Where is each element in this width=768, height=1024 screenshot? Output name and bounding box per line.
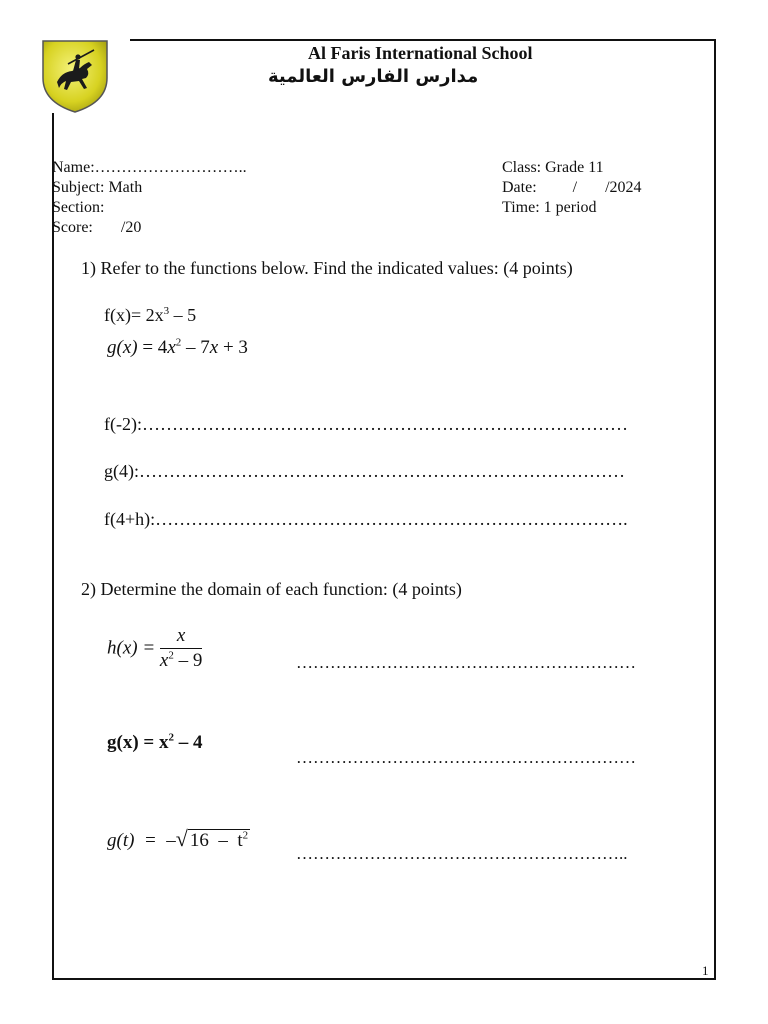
page-number: 1 <box>702 963 709 978</box>
time-field: Time: 1 period <box>502 199 597 216</box>
page-border-right <box>714 39 716 980</box>
page-border-bottom <box>52 978 716 980</box>
h-fraction: $\frac{x}{x^2 - 9}$ <box>159 625 203 671</box>
function-g-square-definition: $g(x) = x^2 - 4$ <box>107 731 203 753</box>
answer-line-f-neg2[interactable]: f(-2):……………………………………………………………………… <box>104 414 628 434</box>
page-border-top <box>130 39 716 41</box>
answer-line-g-4[interactable]: g(4):……………………………………………………………………… <box>104 461 625 481</box>
school-name-english: Al Faris International School <box>308 43 533 63</box>
function-g-definition: $g(x) = 4x^2 - 7x + 3$ <box>107 336 248 358</box>
page-border-left <box>52 113 54 980</box>
answer-line-domain-h[interactable]: …………………………………………………… <box>296 653 636 672</box>
function-g-t-definition: g(t) = –√ $16 - t^2$ <box>107 826 249 851</box>
answer-line-f-4-plus-h[interactable]: f(4+h):……………………………………………………………………. <box>104 509 628 529</box>
subject-field: Subject: Math <box>52 179 143 196</box>
section-field: Section: <box>52 199 105 216</box>
student-info-right <box>502 158 642 218</box>
school-name-arabic: مدارس الفارس العالمية <box>268 66 479 87</box>
question-2-prompt: 2) Determine the domain of each function: (4 points) <box>81 579 462 599</box>
date-field: Date: / /2024 <box>502 179 642 196</box>
question-1-prompt: 1) Refer to the functions below. Find the indicated values: (4 points) <box>81 258 573 278</box>
answer-line-domain-g-t[interactable]: ………………………………………………….. <box>296 844 628 863</box>
function-h-definition: h(x) = $\frac{x}{x^2 - 9}$ <box>107 625 203 671</box>
score-field: Score: /20 <box>52 219 142 236</box>
knight-on-horse-shield-icon <box>40 38 110 114</box>
answer-line-domain-g[interactable]: …………………………………………………… <box>296 748 636 767</box>
school-logo <box>40 38 110 114</box>
square-root-icon: √ <box>175 826 188 851</box>
student-info-left <box>52 158 247 238</box>
class-field: Class: Grade 11 <box>502 159 604 176</box>
name-field: Name:……………………….. <box>52 159 247 176</box>
function-f-definition: $f(x)= 2x^3 - 5$ <box>104 305 197 325</box>
